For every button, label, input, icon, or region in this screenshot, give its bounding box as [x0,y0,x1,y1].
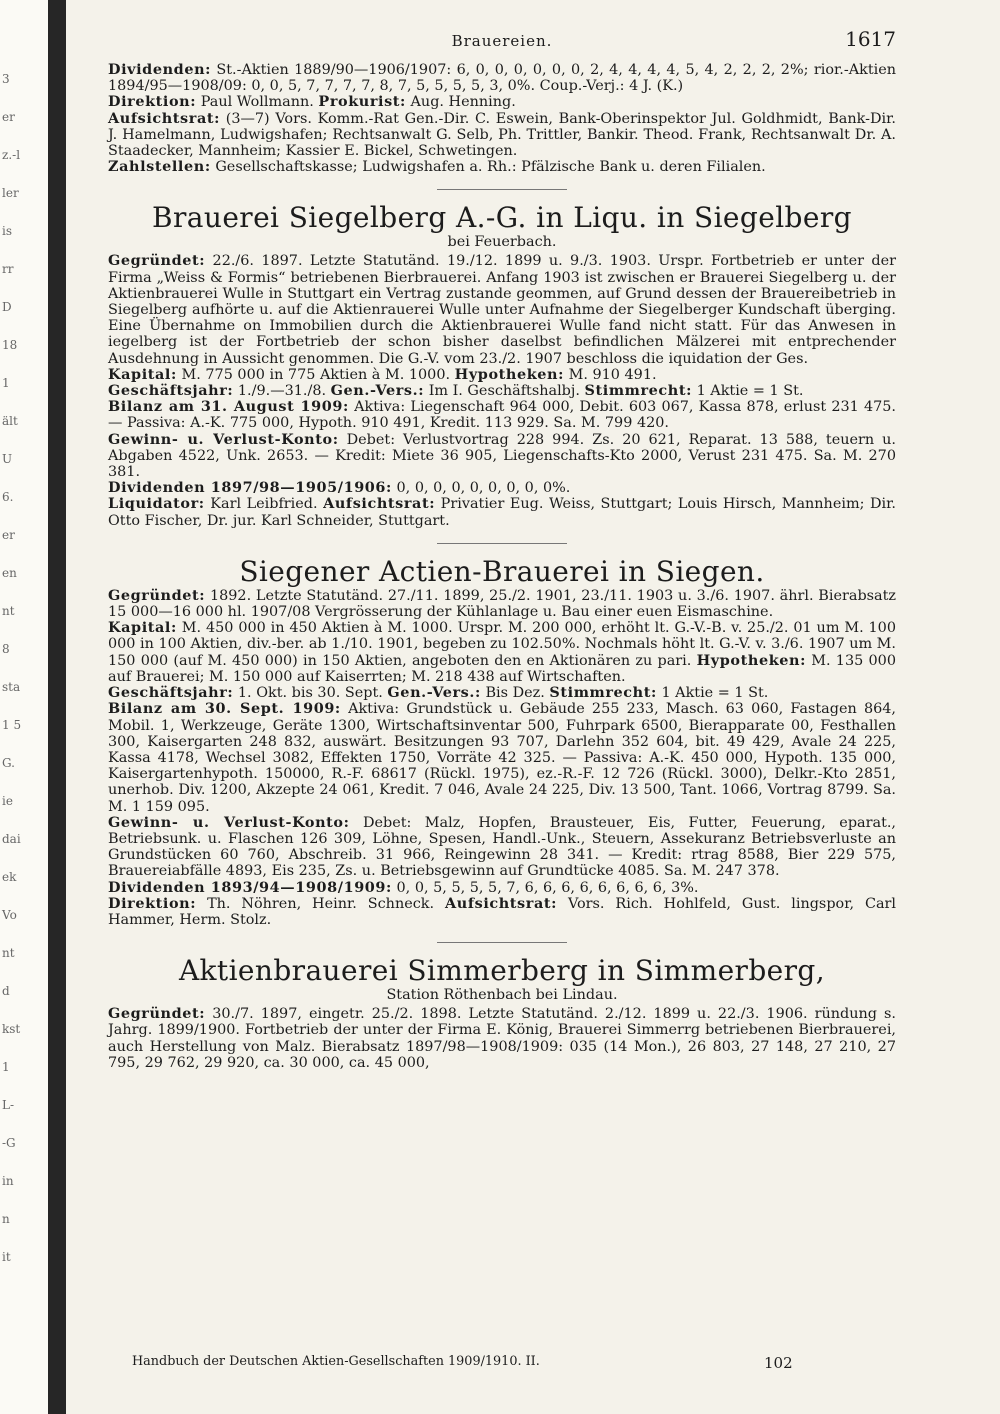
gutter-fragment: nt [2,604,15,618]
separator-rule [437,543,567,544]
binding-shadow [48,0,66,1414]
gutter-fragment: er [2,110,15,124]
field-text: Aktiva: Liegenschaft 964 000, Debit. 603 067, Kassa 878, erlust 231 475. — Passiva: A.-K. 775 000, Hypoth. 910 491, Kredit. 113 929. Sa. M. 799 420. [108,399,896,432]
gutter-fragment: 1 [2,376,10,390]
field-text: Debet: Malz, Hopfen, Brausteuer, Eis, Futter, Feuerung, eparat., Betriebsunk. u. Flaschen 126 309, Löhne, Spesen, Handl.-Unk., Steuern, Assekuranz Betriebsverluste an Grundstücken 60 760, Abschreib. 31 966, Reingewinn 28 341. — Kredit: rtrag 8588, Bier 229 575, Brauereiabfälle 4893, Eis 235, Zs. u. Betriebsgewinn auf Grundtücke 4085. Sa. M. 247 378. [108,814,896,880]
company-subtitle: Station Röthenbach bei Lindau. [386,987,618,1004]
entry-paragraph [108,399,896,431]
entry-paragraph [108,383,896,399]
field-text: Aktiva: Grundstück u. Gebäude 255 233, Masch. 63 060, Fastagen 864, Mobil. 1, Werkzeuge, Geräte 1300, Wirtschaftsinventar 500, Fuhrpark 6500, Bierapparate 00, Festhallen 300, Kaisergarten 248 832, auswärt. Besitzungen 93 707, Darlehn 352 604, bit. 49 429, Avale 24 225, Kassa 4178, Wechsel 3082, Effekten 1750, Vorräte 42 325. — Passiva: A.-K. 450 000, Hypoth. 135 000, Kaisergartenhypoth. 150000, R.-F. 68617 (Rückl. 1975), ez.-R.-F. 12 726 (Rückl. 3000), Delkr.-Kto 2851, unerhob. Div. 1200, Akzepte 24 061, Kredit. 7 046, Avale 24 225, Div. 13 500, Tant. 1066, Vortrag 8799. Sa. M. 1 159 095. [108,701,896,815]
gutter-fragment: Vo [2,908,17,922]
field-label: Zahlstellen: [108,158,211,176]
field-label: Dividenden 1893/94—1908/1909: [108,878,392,896]
field-label: Geschäftsjahr: [108,684,234,702]
gutter-fragment: it [2,1250,11,1264]
field-text: Gesellschaftskasse; Ludwigshafen a. Rh.: Pfälzische Bank u. deren Filialen. [215,159,766,176]
gutter-fragment: 3 [2,72,10,86]
field-label: Hypotheken: [696,651,806,669]
entry-simmerberg [108,955,896,1071]
field-label: Gegründet: [108,252,206,270]
field-text: M. 775 000 in 775 Aktien à M. 1000. [181,366,451,383]
field-text: 22./6. 1897. Letzte Statutänd. 19./12. 1899 u. 9./3. 1903. Urspr. Fortbetrieb er unter der Firma „Weiss & Formis“ betriebenen Bierbrauerei. Anfang 1903 ist zwischen er Brauerei Siegelberg u. der Aktienbrauerei Wulle in Stuttgart ein Vertrag zustande geommen, auf Grund dessen der Brauereibetrieb in Siegelberg aufhörte u. auf die Aktienrauerei Wulle unter Aufnahme der Siegelberger Kundschaft überging. Eine Übernahme on Immobilien durch die Aktienbrauerei Wulle fand nicht statt. Für das Anwesen in iegelberg ist der Fortbetrieb der schon bisher daselbst befindlichen Mälzerei mit entprechender Ausdehnung in Aussicht genommen. Die G.-V. vom 23./2. 1907 beschloss die iquidation der Ges. [108,253,896,367]
field-text: M. 910 491. [568,366,657,383]
entry-paragraph [108,62,896,94]
field-text: 30./7. 1897, eingetr. 25./2. 1898. Letzte Statutänd. 2./12. 1899 u. 22./3. 1906. ründung s. Jahrg. 1899/1900. Fortbetrieb der unter der Firma E. König, Brauerei Simmerrg betriebenen Bierbrauerei, auch Herstellung von Malz. Bierabsatz 1897/98—1908/1909: 035 (14 Mon.), 26 803, 27 148, 27 210, 27 795, 29 762, 29 920, ca. 30 000, ca. 45 000, [108,1006,896,1071]
field-label: Hypotheken: [454,365,565,383]
field-label: Prokurist: [318,93,406,111]
field-text: Karl Leibfried. [210,496,318,513]
gutter-fragment: ek [2,870,17,884]
gutter-fragment: D [2,300,12,314]
entry-paragraph [108,896,896,928]
field-text: 1 Aktie = 1 St. [661,685,769,702]
field-text: 0, 0, 0, 0, 0, 0, 0, 0, 0%. [396,480,571,497]
field-text: Bis Dez. [485,685,545,702]
entry-paragraph [108,367,896,383]
entry-paragraphs [108,1006,896,1071]
field-label: Gegründet: [108,1005,206,1023]
field-label: Liquidator: [108,495,205,513]
facing-page-fragments [0,0,46,1414]
gutter-fragment: ält [2,414,18,428]
entry-paragraph [108,480,896,496]
field-label: Gewinn- u. Verlust-Konto: [108,813,350,831]
field-text: 1 Aktie = 1 St. [696,383,804,400]
publication-title: Handbuch der Deutschen Aktien-Gesellschaften 1909/1910. II. [132,1354,540,1369]
entry-paragraph [108,815,896,880]
gutter-fragment: nt [2,946,15,960]
gutter-fragment: kst [2,1022,21,1036]
gutter-fragment: in [2,1174,14,1188]
field-text: 1./9.—31./8. [237,383,327,400]
gutter-fragment: dai [2,832,21,846]
field-label: Gen.-Vers.: [330,382,425,400]
gutter-fragment: 6. [2,490,14,504]
field-label: Geschäftsjahr: [108,382,234,400]
field-label: Dividenden: [108,61,212,78]
field-label: Gen.-Vers.: [387,684,481,702]
gutter-fragment: 18 [2,338,18,352]
field-label: Stimmrecht: [584,382,692,400]
entry-paragraphs [108,588,896,928]
entry-paragraph [108,685,896,701]
entry-paragraph [108,94,896,110]
field-label: Kapital: [108,619,177,637]
entry-previous [108,62,896,175]
company-title: Aktienbrauerei Simmerberg in Simmerberg, [178,954,826,988]
gutter-fragment: sta [2,680,21,694]
field-label: Kapital: [108,365,177,383]
volume-page-number: 102 [764,1354,793,1372]
entry-paragraph [108,620,896,685]
entry-paragraph [108,111,896,160]
field-text: Privatier Eug. Weiss, Stuttgart; Louis Hirsch, Mannheim; Dir. Otto Fischer, Dr. jur. Karl Schneider, Stuttgart. [108,496,896,529]
field-label: Dividenden 1897/98—1905/1906: [108,479,392,497]
gutter-fragment: L- [2,1098,15,1112]
field-label: Direktion: [108,894,197,912]
field-label: Direktion: [108,93,197,111]
gutter-fragment: G. [2,756,15,770]
entry-paragraph [108,159,896,175]
gutter-fragment: d [2,984,10,998]
gutter-fragment: n [2,1212,10,1226]
field-label: Aufsichtsrat: [445,894,558,912]
gutter-fragment: rr [2,262,14,276]
running-header [108,22,896,62]
field-text: Debet: Verlustvortrag 228 994. Zs. 20 621, Reparat. 13 588, teuern u. Abgaben 4522, Unk. 2653. — Kredit: Miete 36 905, Liegenschafts-Kto 2000, Verust 231 475. Sa. M. 270 381. [108,431,896,481]
field-text: Paul Wollmann. [200,94,314,111]
entry-paragraph [108,1006,896,1071]
gutter-fragment: 1 [2,1060,10,1074]
entry-paragraph [108,496,896,528]
field-text: 1. Okt. bis 30. Sept. [237,685,383,702]
entry-paragraph [108,588,896,620]
entry-paragraph [108,432,896,481]
company-title: Brauerei Siegelberg A.-G. in Liqu. in Siegelberg [152,201,852,235]
gutter-fragment: ie [2,794,13,808]
field-text: 0, 0, 5, 5, 5, 5, 7, 6, 6, 6, 6, 6, 6, 6, 6, 3%. [396,879,699,896]
field-text: 1892. Letzte Statutänd. 27./11. 1899, 25./2. 1901, 23./11. 1903 u. 3./6. 1907. ährl. Bierabsatz 15 000—16 000 hl. 1907/08 Vergrösserung der Kühlanlage u. Bau einer euen Eismaschine. [108,587,896,621]
field-label: Gegründet: [108,586,206,604]
company-subtitle: bei Feuerbach. [447,234,557,251]
separator-rule [437,942,567,943]
separator-rule [437,189,567,190]
field-label: Aufsichtsrat: [108,109,221,127]
document-page [108,22,896,1071]
gutter-fragment: er [2,528,15,542]
entry-siegen [108,556,896,928]
field-text: Vors. Rich. Hohlfeld, Gust. lingspor, Carl Hammer, Herm. Stolz. [108,895,897,928]
running-title: Brauereien. [451,32,553,50]
entry-paragraph [108,253,896,366]
field-text: (3—7) Vors. Komm.-Rat Gen.-Dir. C. Eswein, Bank-Oberinspektor Jul. Goldhmidt, Bank-Dir. J. Hamelmann, Ludwigshafen; Rechtsanwalt G. Selb, Ph. Trittler, Bankir. Theod. Frank, Rechtsanwalt Dr. A. Staadecker, Mannheim; Kassier E. Bickel, Schwetingen. [108,110,896,160]
field-text: M. 450 000 in 450 Aktien à M. 1000. Urspr. M. 200 000, erhöht lt. G.-V.-B. v. 25./2. 01 um M. 100 000 in 100 Aktien, div.-ber. ab 1./10. 1901, begeben zu 102.50%. Nochmals höht lt. G.-V. v. 3./6. 1907 um M. 150 000 (auf M. 450 000) in 150 Aktien, angeboten den en Aktionären zu pari. [108,620,896,669]
page-number: 1617 [845,27,896,51]
field-text: Th. Nöhren, Heinr. Schneck. [207,895,435,912]
field-text: Aug. Henning. [410,94,516,111]
company-title: Siegener Actien-Brauerei in Siegen. [239,554,765,588]
entry-paragraph [108,880,896,896]
field-text: Im I. Geschäftshalbj. [428,383,580,400]
gutter-fragment: ler [2,186,19,200]
gutter-fragment: is [2,224,12,238]
gutter-fragment: z.-l [2,148,21,162]
entry-siegelberg [108,202,896,528]
field-label: Aufsichtsrat: [323,495,436,513]
gutter-fragment: en [2,566,17,580]
entry-paragraphs [108,253,896,528]
gutter-fragment: 1 5 [2,718,22,732]
entry-paragraph [108,701,896,814]
field-label: Bilanz am 30. Sept. 1909: [108,700,341,718]
gutter-fragment: 8 [2,642,10,656]
field-text: St.-Aktien 1889/90—1906/1907: 6, 0, 0, 0, 0, 0, 0, 2, 4, 4, 4, 4, 5, 4, 2, 2, 2, 2%; rior.-Aktien 1894/95—1908/09: 0, 0, 5, 7, 7, 7, 7, 8, 7, 5, 5, 5, 5, 3, 0%. Coup.-Verj.: 4 J. (K.) [108,62,896,95]
field-text: M. 135 000 auf Brauerei; M. 150 000 auf Kaiserrten; M. 218 438 auf Wirtschaften. [108,652,896,685]
field-label: Gewinn- u. Verlust-Konto: [108,430,339,448]
gutter-fragment: U [2,452,13,466]
field-label: Stimmrecht: [549,684,657,702]
gutter-fragment: -G [2,1136,16,1150]
field-label: Bilanz am 31. August 1909: [108,398,349,416]
